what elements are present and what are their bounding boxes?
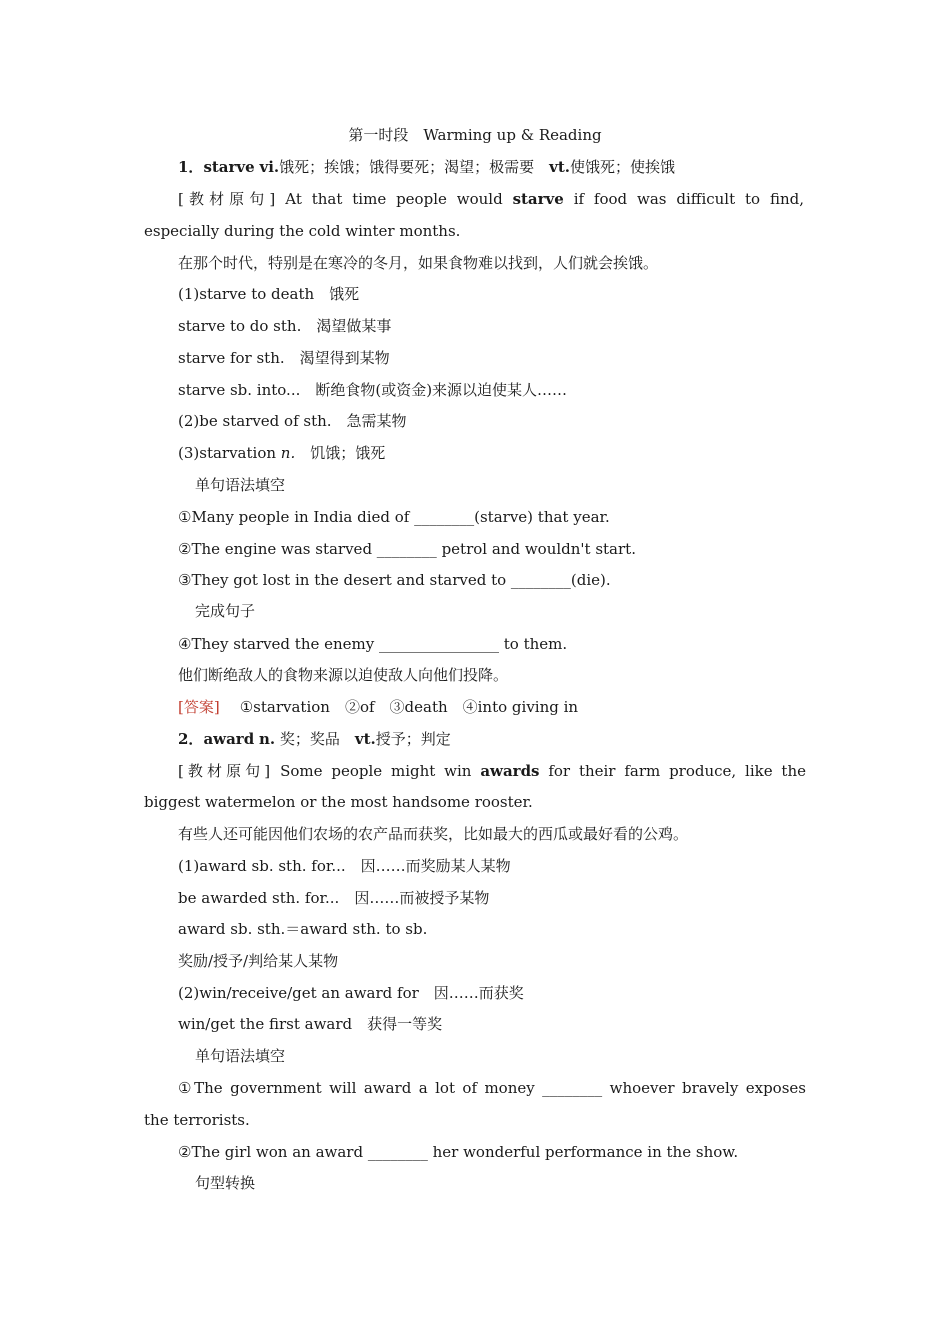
sentence-text: for their farm produce, like the: [539, 762, 806, 780]
phrase-line: win/get the first award 获得一等奖: [178, 1015, 443, 1033]
entry-number: 1．: [178, 158, 204, 176]
answer-text: ①starvation ②of ③death ④into giving in: [239, 698, 579, 716]
definition: 奖；奖品: [279, 730, 355, 748]
original-sentence-label: [教材原句]: [178, 190, 276, 208]
original-sentence: [178, 189, 804, 209]
definition: 饿死；挨饿；饿得要死；渴望；极需要: [279, 158, 550, 176]
phrase-line: be awarded sth. for... 因……而被授予某物: [178, 889, 490, 907]
phrase-line: starve sb. into... 断绝食物(或资金)来源以迫使某人……: [178, 381, 568, 399]
exercise-item-continuation: the terrorists.: [144, 1111, 250, 1129]
phrase-line: [178, 443, 385, 463]
part-of-speech: vt.: [354, 730, 376, 748]
entry-word: starve: [203, 158, 255, 176]
original-sentence: [178, 761, 806, 781]
original-sentence-label: [教材原句]: [178, 762, 271, 780]
exercise-heading: 单句语法填空: [195, 476, 286, 494]
part-of-speech: vi.: [259, 158, 280, 176]
definition: 授予；判定: [375, 730, 451, 748]
phrase-line: 奖励/授予/判给某人某物: [178, 952, 339, 970]
answer-label: [答案]: [178, 698, 220, 716]
phrase-text: 饥饿；饿死: [295, 444, 386, 462]
exercise-heading: 句型转换: [195, 1174, 256, 1192]
sentence-text: At that time people would: [285, 190, 513, 208]
sentence-translation: 有些人还可能因他们农场的农产品而获奖，比如最大的西瓜或最好看的公鸡。: [178, 825, 689, 843]
sentence-text: if food was difficult to find,: [563, 190, 804, 208]
part-of-speech: n.: [280, 444, 296, 462]
entry-number: 2．: [178, 730, 204, 748]
definition: 使饿死；使挨饿: [570, 158, 676, 176]
phrase-line: (1)award sb. sth. for... 因……而奖励某人某物: [178, 857, 511, 875]
highlighted-word: starve: [512, 190, 564, 208]
phrase-line: award sb. sth.＝award sth. to sb.: [178, 920, 428, 938]
part-of-speech: n.: [258, 730, 276, 748]
exercise-item: ②The engine was starved ________ petrol and wouldn't start.: [178, 540, 636, 558]
exercise-item: ②The girl won an award ________ her wonderful performance in the show.: [178, 1143, 739, 1161]
phrase-text: (3)starvation: [178, 444, 281, 462]
exercise-item: ③They got lost in the desert and starved to ________(die).: [178, 571, 611, 589]
sentence-translation: 在那个时代，特别是在寒冷的冬月，如果食物难以找到，人们就会挨饿。: [178, 254, 659, 272]
phrase-line: (2)win/receive/get an award for 因……而获奖: [178, 984, 524, 1002]
entry-word: award: [203, 730, 255, 748]
phrase-line: starve for sth. 渴望得到某物: [178, 349, 390, 367]
highlighted-word: awards: [480, 762, 540, 780]
exercise-heading: 单句语法填空: [195, 1047, 286, 1065]
exercise-translation: 他们断绝敌人的食物来源以迫使敌人向他们投降。: [178, 666, 509, 684]
exercise-heading: 完成句子: [195, 602, 256, 620]
phrase-line: (2)be starved of sth. 急需某物: [178, 412, 407, 430]
entry-heading-starve: [178, 157, 675, 177]
sentence-text: Some people might win: [280, 762, 481, 780]
entry-heading-award: [178, 729, 451, 749]
part-of-speech: vt.: [549, 158, 571, 176]
exercise-item: ①The government will award a lot of money ________ whoever bravely exposes: [178, 1079, 806, 1097]
phrase-line: starve to do sth. 渴望做某事: [178, 317, 392, 335]
page-title: 第一时段 Warming up & Reading: [348, 126, 602, 144]
exercise-item: ①Many people in India died of ________(starve) that year.: [178, 508, 610, 526]
answer-line: [178, 697, 578, 717]
original-sentence-continuation: biggest watermelon or the most handsome rooster.: [144, 793, 533, 811]
exercise-item: ④They starved the enemy ________________ to them.: [178, 635, 568, 653]
phrase-line: (1)starve to death 饿死: [178, 285, 360, 303]
original-sentence-continuation: especially during the cold winter months.: [144, 222, 461, 240]
